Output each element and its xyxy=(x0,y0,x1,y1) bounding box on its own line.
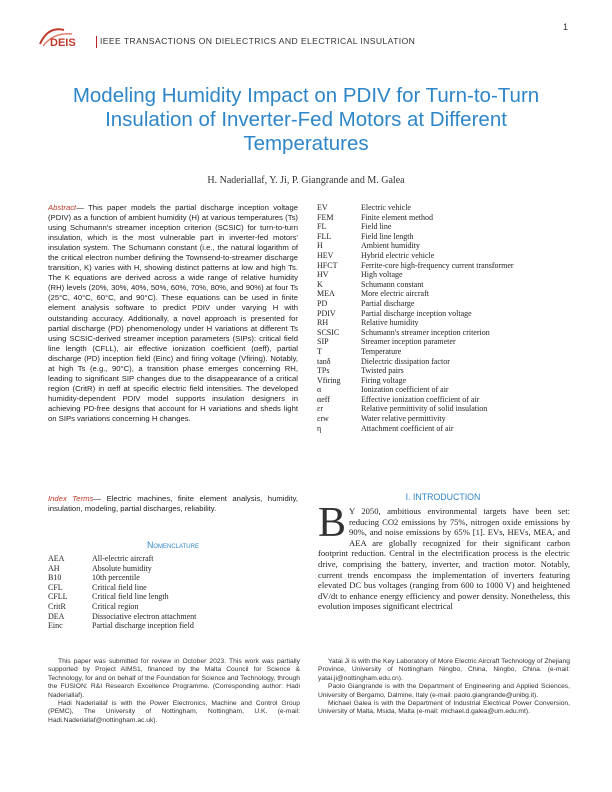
journal-name: IEEE TRANSACTIONS ON DIELECTRICS AND ELECTRICAL INSULATION xyxy=(100,36,416,46)
nomenclature-row xyxy=(48,612,300,622)
nomenclature-row xyxy=(317,328,573,338)
nomenclature-definition: Streamer inception parameter xyxy=(361,337,456,347)
nomenclature-row xyxy=(317,376,573,386)
nomenclature-definition: High voltage xyxy=(361,270,403,280)
header-divider xyxy=(96,36,97,48)
abstract-text: — This paper models the partial discharge inception voltage (PDIV) as a function of ambient humidity (H) at various temperatures (Ts) using Schumann's streamer inception criterion (SCSIC) for turn-to-turn insulation, which is the most vulnerable part in inverter-fed motors' insulation system. The Schumann constant (i.e., the natural logarithm of the critical electron number defining the Townsend-to-streamer discharge transition, K) varies with H, showing distinct patterns at low and high Ts. The K equations are derived across a wide range of relative humidity (RH) levels (20%, 30%, 40%, 50%, 60%, 70%, 80%, and 90%) at four Ts (25°C, 40°C, 60°C, and 90°C). These equations can be used in finite element analysis software to predict PDIV under varying H with outstanding accuracy. Additionally, a novel approach is presented for partial discharge (PD) phenomenology under H variations at different Ts using SCSIC-derived streamer inception parameters (SIPs): critical field line length (CFLL), air effective ionization coefficient (αeff), partial discharge (PD) inception field (Einc) and firing voltage (Vfiring). Notably, at high Ts (e.g., 90°C), a transition phase emerges concerning RH, leading to significant SIP changes due to the disappearance of a critical region (CritR) in αeff at specific electric field intensities. The developed humidity-dependent PDIV model supports insulation designers in achieving PD-free designs that account for H variations and sheds light on SIPs variations concerning H changes. xyxy=(48,203,298,423)
footnote-paragraph: Michael Galea is with the Department of Industrial Electrical Power Conversion, University of Malta, Msida, Malta (e-mail: michael.d.galea@um.edu.mt). xyxy=(318,700,570,716)
nomenclature-row xyxy=(48,621,300,631)
nomenclature-row xyxy=(317,289,573,299)
introduction-text-block xyxy=(318,500,570,612)
nomenclature-row xyxy=(317,309,573,319)
nomenclature-row xyxy=(317,347,573,357)
footnote-paragraph: Hadi Naderiallaf is with the Power Electronics, Machine and Control Group (PEMC), The University of Nottingham, Nottingham, U.K. (e-mail: Hadi.Naderiallaf@nottingham.ac.uk). xyxy=(48,700,300,724)
nomenclature-row xyxy=(317,270,573,280)
footnotes-left xyxy=(48,658,300,725)
nomenclature-row xyxy=(317,203,573,213)
nomenclature-abbr: η xyxy=(317,423,322,433)
nomenclature-abbr: FL xyxy=(317,222,327,232)
nomenclature-abbr: αeff xyxy=(317,394,330,404)
nomenclature-definition: Twisted pairs xyxy=(361,366,404,376)
nomenclature-abbr: AEA xyxy=(48,554,65,563)
author-list: H. Naderiallaf, Y. Ji, P. Giangrande and M. Galea xyxy=(207,175,405,186)
nomenclature-definition: Field line xyxy=(361,222,392,232)
nomenclature-abbr: HEV xyxy=(317,250,334,260)
nomenclature-definition: 10th percentile xyxy=(92,573,140,583)
nomenclature-definition: Dielectric dissipation factor xyxy=(361,356,450,366)
nomenclature-definition: Attachment coefficient of air xyxy=(361,423,454,433)
nomenclature-row xyxy=(48,583,300,593)
nomenclature-abbr: Einc xyxy=(48,621,63,631)
nomenclature-definition: Relative permittivity of solid insulation xyxy=(361,404,488,414)
index-terms xyxy=(48,494,298,514)
nomenclature-definition: Critical field line xyxy=(92,582,147,592)
nomenclature-row xyxy=(317,251,573,261)
nomenclature-row xyxy=(317,280,573,290)
nomenclature-abbr: T xyxy=(317,346,322,356)
page-number: 1 xyxy=(563,22,569,32)
index-terms-text: — Electric machines, finite element analysis, humidity, insulation, modeling, partial discharges, reliability. xyxy=(48,494,299,514)
nomenclature-list-right xyxy=(317,203,573,433)
abstract-label: Abstract xyxy=(48,203,77,212)
nomenclature-row xyxy=(317,213,573,223)
nomenclature-definition: More electric aircraft xyxy=(361,289,429,299)
footnote-paragraph: Paolo Giangrande is with the Department of Engineering and Applied Sciences, University of Bergamo, Dalmine, Italy (e-mail: paolo.giangrande@unibg.it). xyxy=(318,683,570,699)
nomenclature-abbr: εr xyxy=(317,404,324,414)
nomenclature-abbr: AH xyxy=(48,563,60,573)
nomenclature-definition: Relative humidity xyxy=(361,318,419,328)
nomenclature-definition: Ionization coefficient of air xyxy=(361,385,449,395)
nomenclature-row xyxy=(317,357,573,367)
nomenclature-abbr: H xyxy=(317,241,323,251)
ieee-deis-logo xyxy=(34,22,90,52)
footnote-paragraph: Yatai Ji is with the Key Laboratory of More Electric Aircraft Technology of Zhejiang Province, University of Nottingham Ningbo, China, Ningbo, China. (e-mail: yatai.ji@nottingham.edu.cn). xyxy=(318,658,570,682)
nomenclature-definition: Partial discharge inception voltage xyxy=(361,308,472,318)
nomenclature-definition: Partial discharge inception field xyxy=(92,621,194,631)
nomenclature-abbr: K xyxy=(317,279,323,289)
nomenclature-abbr: FLL xyxy=(317,231,332,241)
nomenclature-list-left xyxy=(48,554,300,631)
nomenclature-definition: Field line length xyxy=(361,231,414,241)
nomenclature-row xyxy=(48,602,300,612)
nomenclature-definition: Finite element method xyxy=(361,212,433,222)
nomenclature-row xyxy=(48,573,300,583)
nomenclature-abbr: SIP xyxy=(317,337,329,347)
index-terms-label: Index Terms xyxy=(48,494,94,503)
nomenclature-definition: Absolute humidity xyxy=(92,563,152,573)
nomenclature-row xyxy=(48,592,300,602)
nomenclature-row xyxy=(317,318,573,328)
dropcap: B xyxy=(318,500,347,546)
nomenclature-heading: Nomenclature xyxy=(147,540,199,550)
nomenclature-definition: Temperature xyxy=(361,346,402,356)
nomenclature-row xyxy=(317,424,573,434)
nomenclature-abbr: EV xyxy=(317,203,328,212)
nomenclature-row xyxy=(317,366,573,376)
nomenclature-abbr: PDIV xyxy=(317,308,336,318)
paper-title: Modeling Humidity Impact on PDIV for Turn-to-Turn Insulation of Inverter-Fed Motors at Different Temperatures xyxy=(72,84,540,155)
nomenclature-abbr: MEA xyxy=(317,289,335,299)
nomenclature-definition: All-electric aircraft xyxy=(92,554,154,563)
nomenclature-definition: Schumann's streamer inception criterion xyxy=(361,327,490,337)
nomenclature-row xyxy=(317,337,573,347)
nomenclature-abbr: HV xyxy=(317,270,329,280)
nomenclature-row xyxy=(317,222,573,232)
nomenclature-abbr: HFCT xyxy=(317,260,338,270)
nomenclature-definition: Schumann constant xyxy=(361,279,424,289)
nomenclature-abbr: tanδ xyxy=(317,356,331,366)
nomenclature-definition: Partial discharge xyxy=(361,298,415,308)
nomenclature-abbr: CFLL xyxy=(48,592,68,602)
nomenclature-abbr: B10 xyxy=(48,573,62,583)
logo-text: DEIS xyxy=(50,37,76,49)
nomenclature-row xyxy=(317,261,573,271)
nomenclature-definition: Ferrite-core high-frequency current transformer xyxy=(361,260,514,270)
nomenclature-definition: Water relative permittivity xyxy=(361,414,446,424)
footnote-paragraph: This paper was submitted for review in October 2023. This work was partially supported by Project AIMS1, financed by the Malta Council for Science & Technology, for and on behalf of the Foundation for Science and Technology, through the FUSION: R&I Research Excellence Programme. (Corresponding author: Hadi Naderiallaf). xyxy=(48,658,300,699)
nomenclature-abbr: FEM xyxy=(317,212,334,222)
nomenclature-definition: Effective ionization coefficient of air xyxy=(361,394,480,404)
nomenclature-definition: Critical region xyxy=(92,601,139,611)
nomenclature-row xyxy=(317,241,573,251)
nomenclature-abbr: CritR xyxy=(48,601,66,611)
nomenclature-definition: Dissociative electron attachment xyxy=(92,611,197,621)
nomenclature-row xyxy=(317,299,573,309)
nomenclature-row xyxy=(48,554,300,564)
nomenclature-definition: Electric vehicle xyxy=(361,203,411,212)
nomenclature-definition: Hybrid electric vehicle xyxy=(361,250,435,260)
nomenclature-row xyxy=(317,395,573,405)
nomenclature-abbr: CFL xyxy=(48,582,63,592)
nomenclature-abbr: SCSIC xyxy=(317,327,340,337)
nomenclature-row xyxy=(317,414,573,424)
introduction-text: Y 2050, ambitious environmental targets have been set: reducing CO2 emissions by 75%, nitrogen oxide emissions by 90%, and noise emissions by 65% [1]. EVs, HEVs, MEA, and AEA are globally recognized for their significant carbon footprint reduction. Central in the electrification process is the electric drive, comprising the battery, inverter, and traction motor. Notably, current trends encompass the implementation of inverters featuring elevated DC bus voltages (ranging from 600 to 1000 V) and heightened dV/dt to enhance energy efficiency and power density. Nonetheless, this evolution imposes significant electrical xyxy=(318,506,570,612)
nomenclature-row xyxy=(48,564,300,574)
nomenclature-row xyxy=(317,385,573,395)
nomenclature-definition: Critical field line length xyxy=(92,592,169,602)
nomenclature-row xyxy=(317,232,573,242)
nomenclature-abbr: Vfiring xyxy=(317,375,341,385)
footnotes-right xyxy=(318,658,570,717)
nomenclature-definition: Ambient humidity xyxy=(361,241,420,251)
introduction-heading: I. INTRODUCTION xyxy=(405,492,481,502)
nomenclature-abbr: RH xyxy=(317,318,329,328)
nomenclature-abbr: εrw xyxy=(317,414,329,424)
abstract xyxy=(48,203,298,424)
nomenclature-abbr: TPs xyxy=(317,366,330,376)
nomenclature-abbr: PD xyxy=(317,298,328,308)
nomenclature-row xyxy=(317,404,573,414)
nomenclature-definition: Firing voltage xyxy=(361,375,407,385)
nomenclature-abbr: DEA xyxy=(48,611,65,621)
nomenclature-abbr: α xyxy=(317,385,322,395)
